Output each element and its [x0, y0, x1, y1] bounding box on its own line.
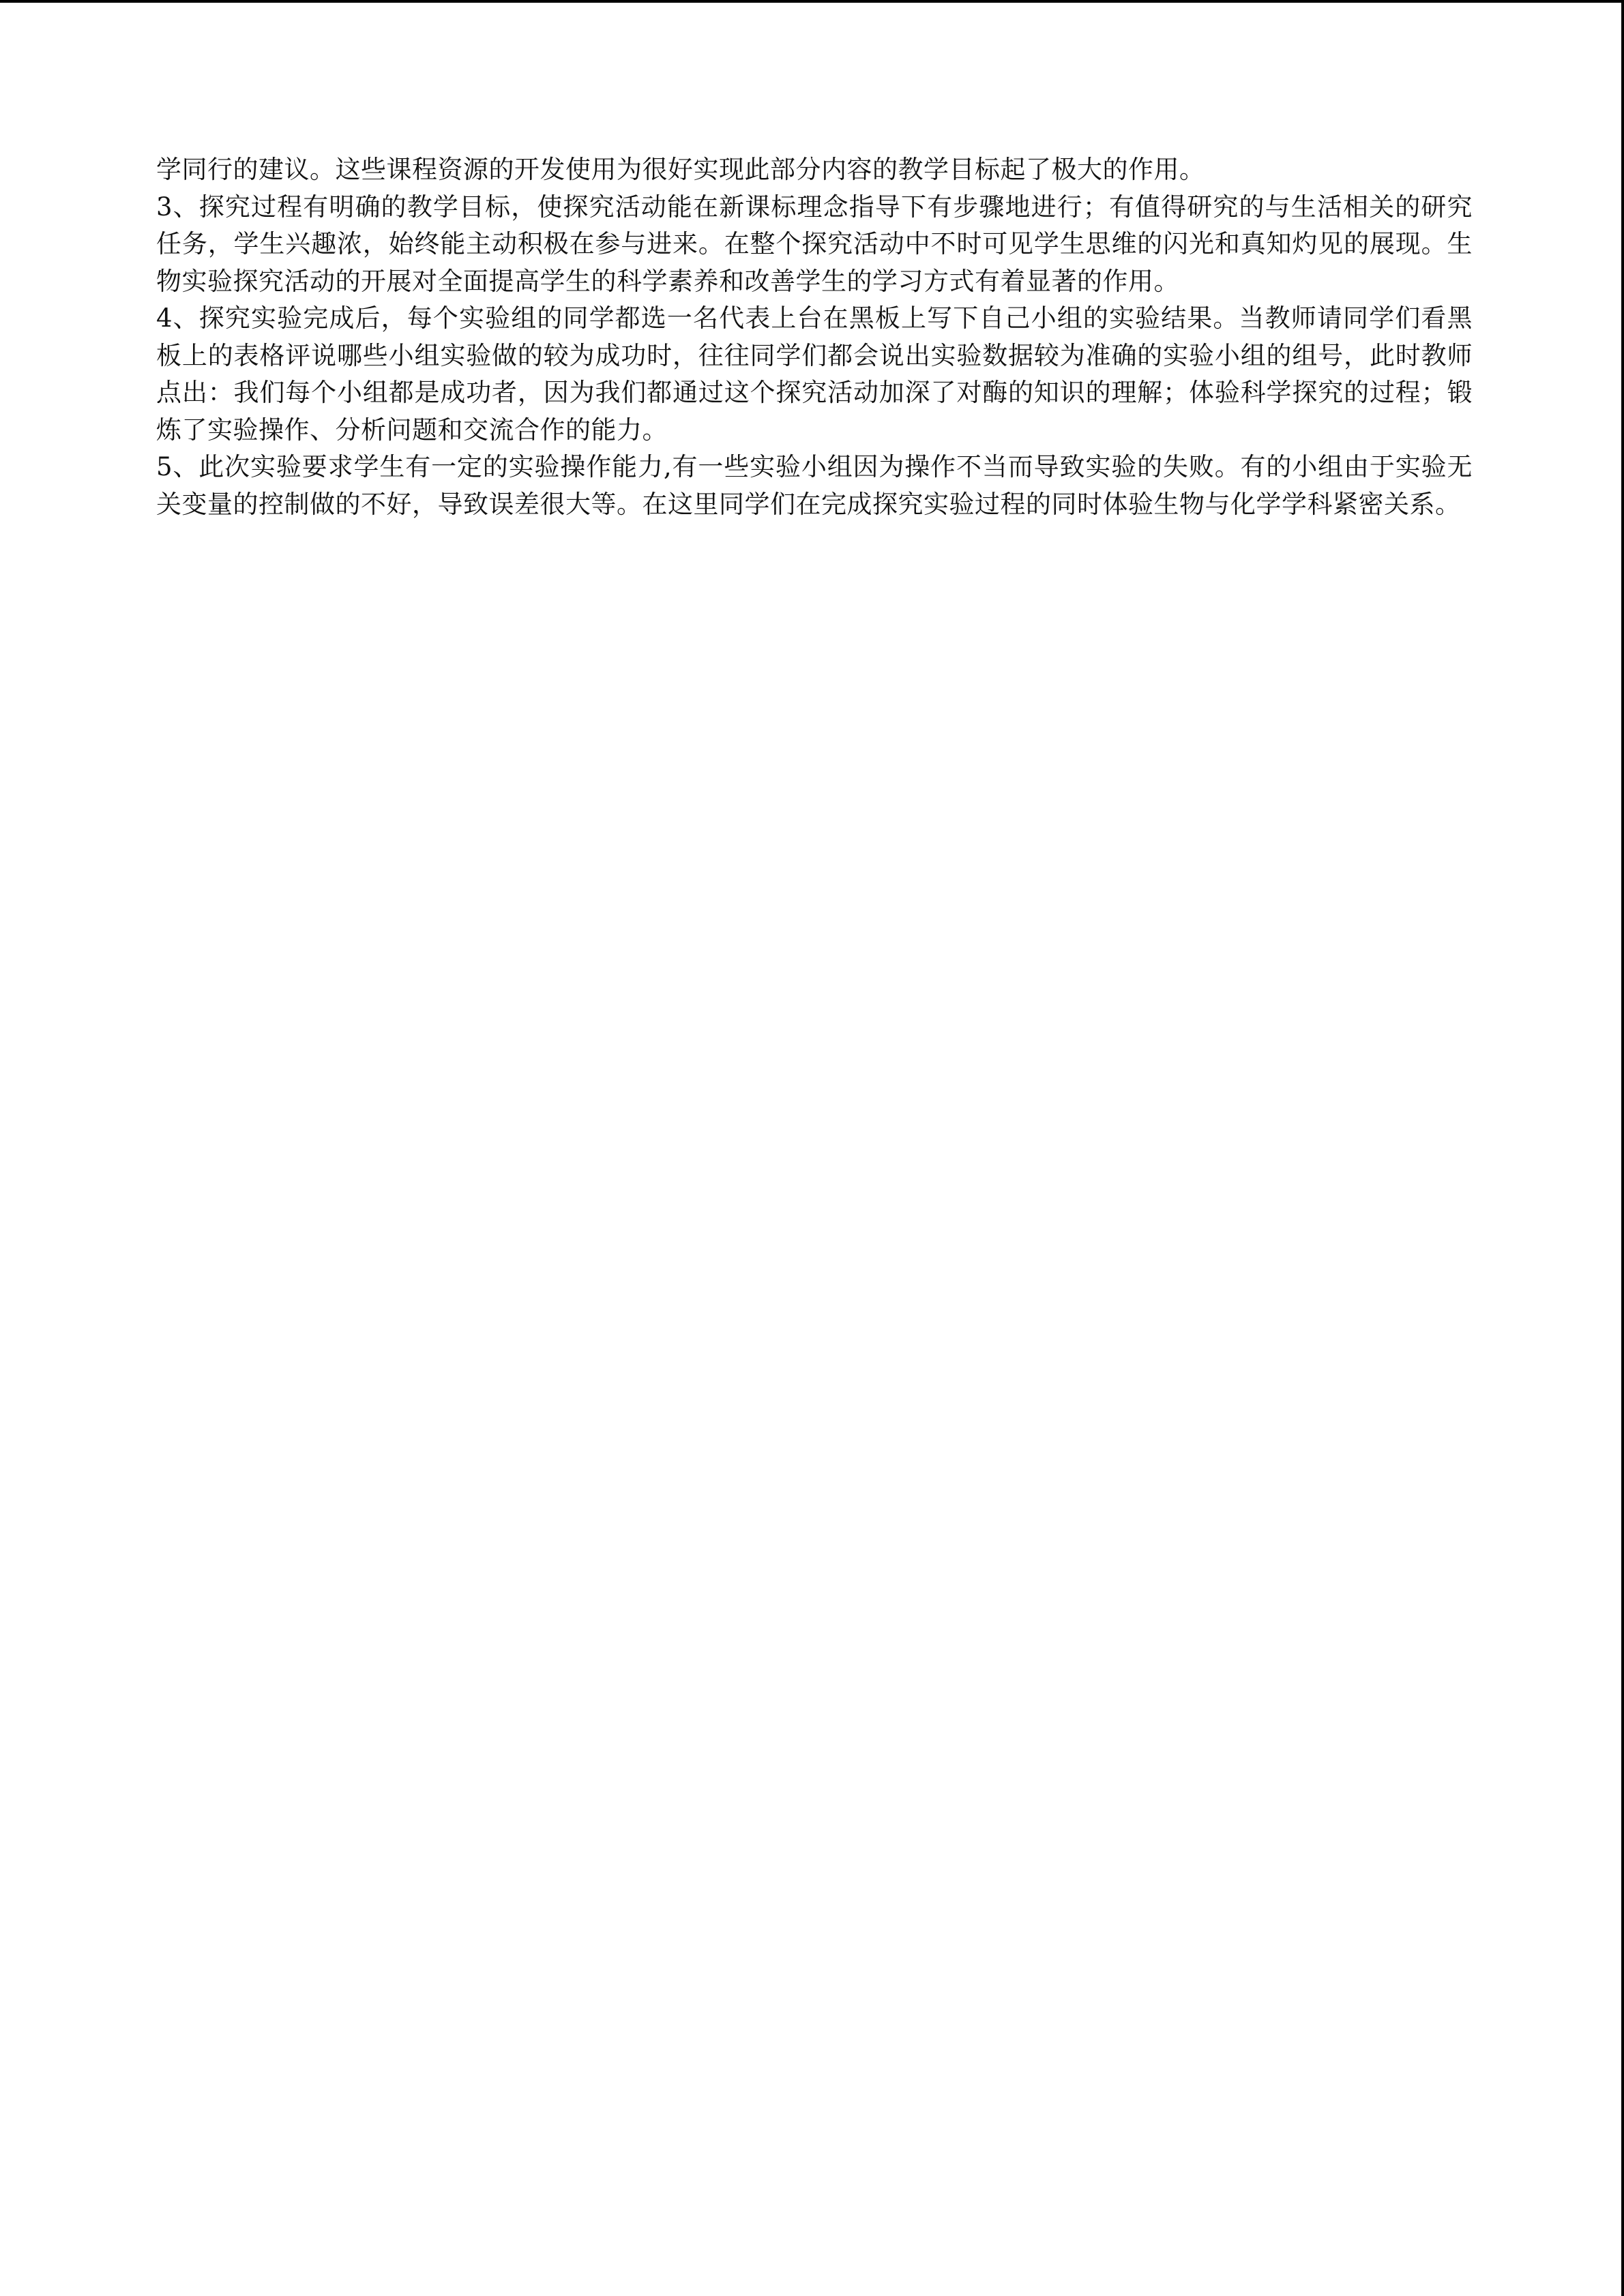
paragraph-item-3: 3、探究过程有明确的教学目标，使探究活动能在新课标理念指导下有步骤地进行；有值得研究的与生活相关的研究任务，学生兴趣浓，始终能主动积极在参与进来。在整个探究活动中不时可见学生思维的闪光和真知灼见的展现。生物实验探究活动的开展对全面提高学生的科学素养和改善学生的学习方式有着显著的作用。: [156, 192, 1473, 296]
paragraph-item-5: 5、此次实验要求学生有一定的实验操作能力,有一些实验小组因为操作不当而导致实验的失败。有的小组由于实验无关变量的控制做的不好，导致误差很大等。在这里同学们在完成探究实验过程的同时体验生物与化学学科紧密关系。: [156, 452, 1473, 519]
paragraph-item-4: 4、探究实验完成后，每个实验组的同学都选一名代表上台在黑板上写下自己小组的实验结果。当教师请同学们看黑板上的表格评说哪些小组实验做的较为成功时，往往同学们都会说出实验数据较为准确的实验小组的组号，此时教师点出：我们每个小组都是成功者，因为我们都通过这个探究活动加深了对酶的知识的理解；体验科学探究的过程；锻炼了实验操作、分析问题和交流合作的能力。: [156, 303, 1473, 445]
document-body: [156, 151, 1473, 523]
paragraph-continuation: 学同行的建议。这些课程资源的开发使用为很好实现此部分内容的教学目标起了极大的作用。: [156, 155, 1205, 184]
